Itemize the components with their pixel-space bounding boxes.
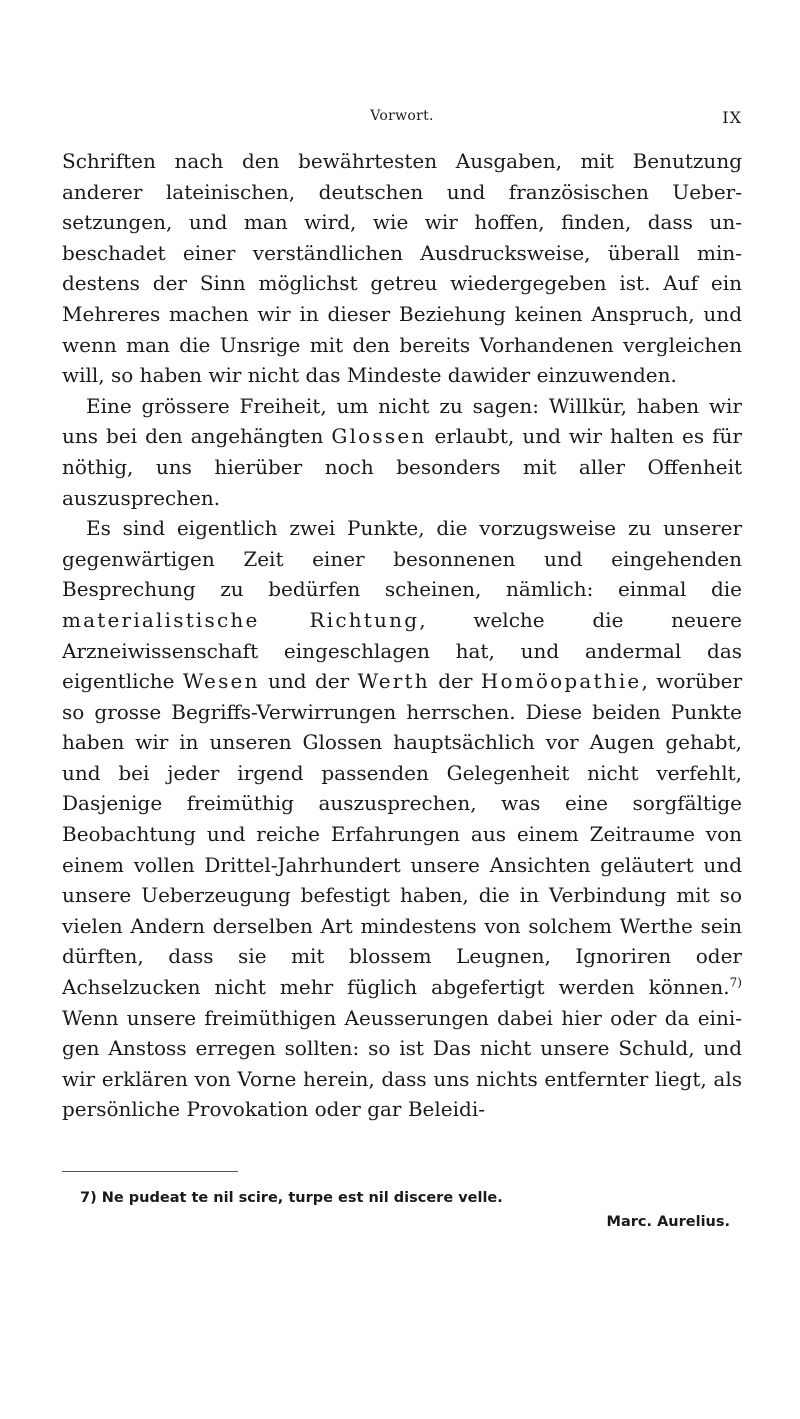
paragraph-1: Schriften nach den bewährtesten Ausgaben, mit Benutzung anderer lateinischen, deutschen und französischen Uebersetzungen, und man wird, wie wir hoffen, finden, dass unbeschadet einer verständlichen Ausdrucksweise, überall mindestens der Sinn möglichst getreu wiedergegeben ist. Auf ein Mehreres machen wir in dieser Beziehung keinen Anspruch, und wenn man die Unsrige mit den bereits Vorhandenen vergleichen will, so haben wir nicht das Mindeste dawider einzuwenden.	[62, 149, 742, 388]
emphasis-wesen: Wesen	[182, 669, 260, 694]
paragraph-2-part-a: Eine grössere Freiheit, um nicht zu sagen: Willkür, haben wir uns bei den angehängten	[62, 393, 742, 449]
paragraph-3-part-g: der	[429, 669, 481, 694]
paragraph-3-part-j: Wenn unsere freimüthigen Aeusserungen dabei hier oder da einigen Anstoss erregen sollten: so ist Das nicht unsere Schuld, und wir erklären von Vorne herein, dass uns nichts entfernter liegt, als persönliche Provokation oder gar Beleidi-	[62, 1005, 742, 1122]
footnote-number: 7)	[80, 1190, 97, 1206]
footnote-text: Ne pudeat te nil scire, turpe est nil discere velle.	[101, 1190, 503, 1206]
emphasis-werth: Werth	[357, 669, 430, 694]
emphasis-homoeopathie: Homöopathie	[480, 669, 642, 694]
footnote	[62, 1186, 742, 1234]
paragraph-2-part-c: erlaubt, und wir halten es für nöthig, uns hierüber noch besonders mit aller Offenheit auszusprechen.	[62, 424, 742, 510]
emphasis-glossen: Glossen	[331, 424, 427, 449]
footnote-author: Marc. Aurelius.	[606, 1214, 730, 1230]
paragraph-2	[62, 391, 742, 513]
page	[62, 108, 742, 1234]
paragraph-3-part-c: , welche die neuere Arzneiwissenschaft eingeschlagen hat, und andermal das eigentliche	[62, 607, 742, 694]
page-number: IX	[722, 108, 742, 127]
paragraph-3-part-i: , worüber so grosse Begriffs-Verwirrungen herrschen. Diese beiden Punkte haben wir in unseren Glossen hauptsächlich vor Augen gehabt, und bei jeder irgend passenden Gelegenheit nicht verfehlt, Dasjenige freimüthig auszusprechen, was eine sorgfältige Beobachtung und reiche Erfahrungen aus einem Zeitraume von einem vollen Drittel-Jahrhundert unsere Ansichten geläutert und unsere Ueberzeugung befestigt haben, die in Verbindung mit so vielen Andern derselben Art mindestens von solchem Werthe sein dürften, dass sie mit blossem Leugnen, Ignoriren oder Achselzucken nicht mehr füglich abgefertigt werden können.	[62, 669, 743, 1000]
emphasis-materialistische-richtung: materialistische Richtung	[62, 607, 420, 632]
footnote-line	[62, 1186, 742, 1210]
paragraph-3	[62, 513, 742, 1125]
paragraph-3-part-e: und der	[259, 669, 358, 694]
paragraph-3-part-a: Es sind eigentlich zwei Punkte, die vorzugsweise zu unserer gegenwärtigen Zeit einer besonnenen und eingehenden Besprechung zu bedürfen scheinen, nämlich: einmal die	[62, 516, 742, 602]
footnote-divider	[62, 1171, 238, 1172]
running-head	[62, 108, 742, 136]
running-title: Vorwort.	[370, 108, 434, 124]
body-text	[62, 146, 742, 1125]
footnote-reference[interactable]: 7)	[729, 975, 742, 990]
